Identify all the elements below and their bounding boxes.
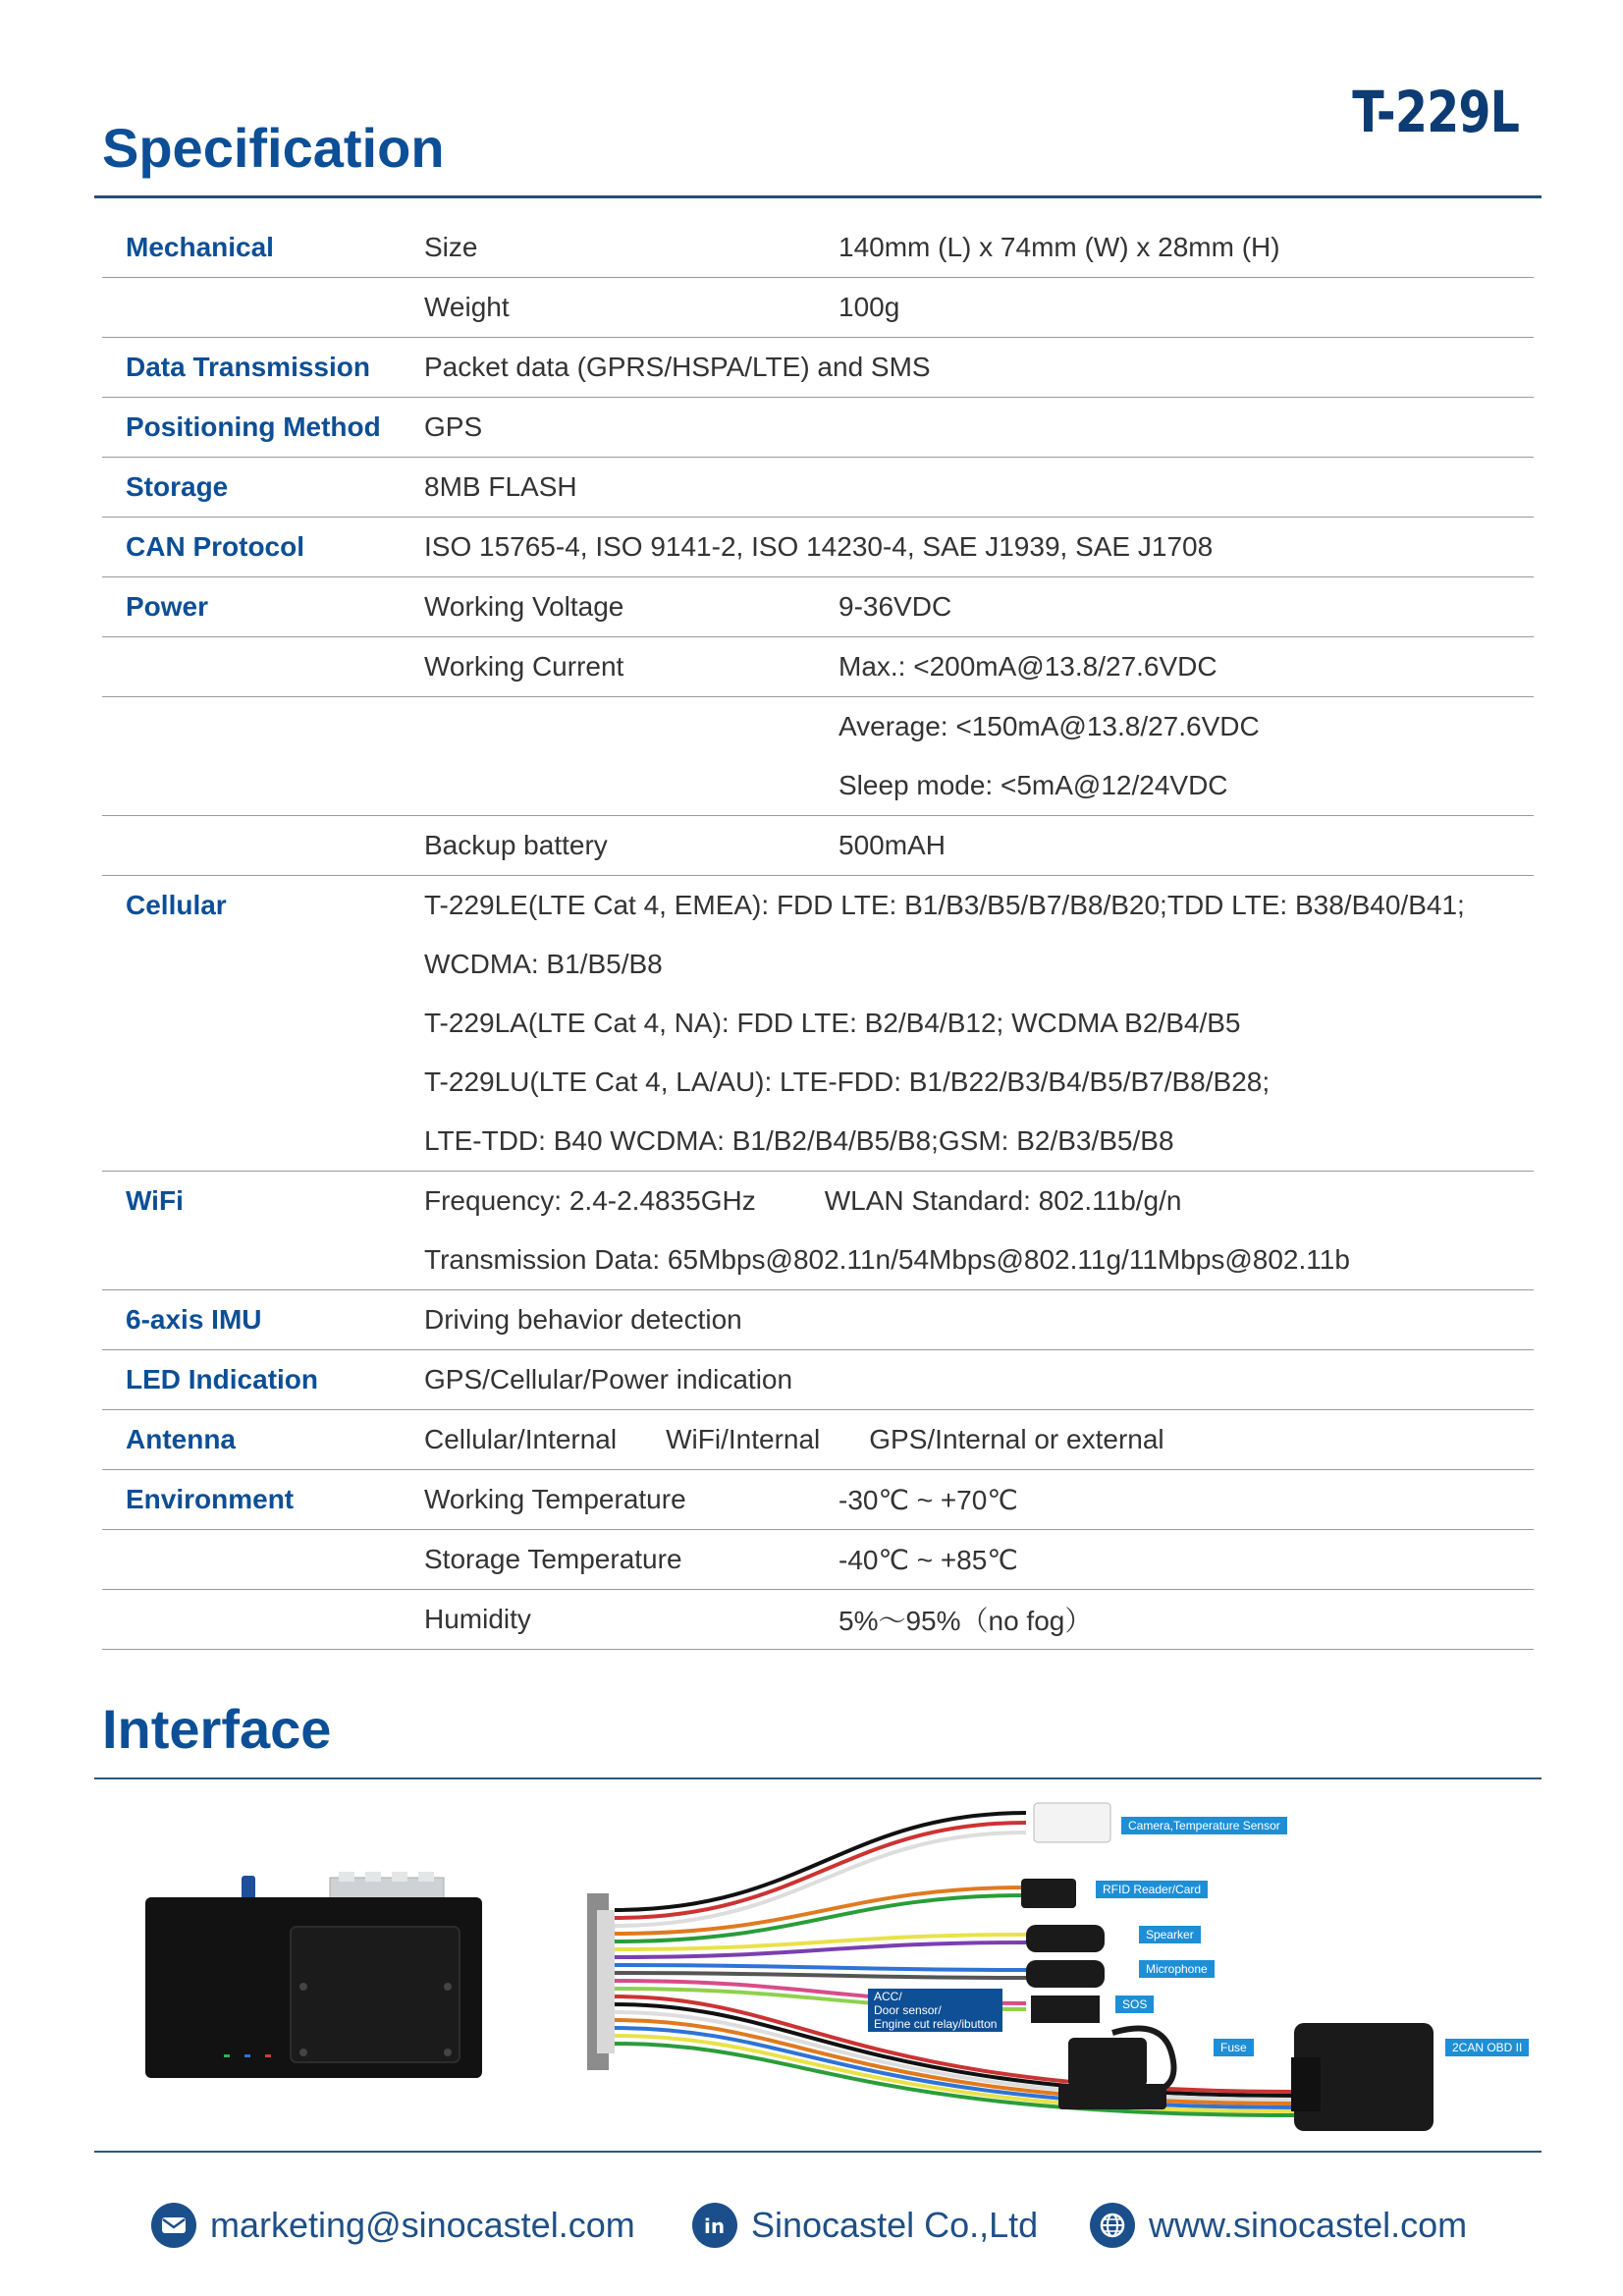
svg-text:in: in (704, 2214, 726, 2238)
spec-value: Sleep mode: <5mA@12/24VDC (839, 756, 1534, 816)
spec-value: T-229LU(LTE Cat 4, LA/AU): LTE-FDD: B1/B22/B3/B4/B5/B7/B8/B28; (424, 1066, 1271, 1097)
spec-row (102, 935, 1534, 994)
callout-obd: 2CAN OBD II (1445, 2039, 1529, 2056)
harness-wire (615, 1895, 1026, 1941)
spec-category: Environment (102, 1470, 424, 1530)
spec-value: Transmission Data: 65Mbps@802.11n/54Mbps@802.11g/11Mbps@802.11b (424, 1230, 1534, 1290)
spec-category: Positioning Method (102, 398, 424, 458)
spec-parameter (424, 756, 839, 816)
footer-email[interactable] (151, 2196, 635, 2255)
spec-value-part: Frequency: 2.4-2.4835GHz (424, 1185, 756, 1216)
spec-value: Average: <150mA@13.8/27.6VDC (839, 711, 1260, 741)
harness-wire (615, 2036, 1296, 2111)
spec-category: Power (102, 577, 424, 637)
spec-value: 140mm (L) x 74mm (W) x 28mm (H) (839, 218, 1534, 278)
spec-value: Driving behavior detection (424, 1290, 1534, 1350)
spec-category (102, 278, 424, 338)
spec-row (102, 1590, 1534, 1650)
spec-category (102, 1530, 424, 1590)
spec-row (102, 278, 1534, 338)
spec-value-part: WiFi/Internal (666, 1424, 821, 1454)
spec-row (102, 518, 1534, 577)
spec-value: -40℃ ~ +85℃ (839, 1530, 1534, 1590)
footer-website[interactable] (1090, 2196, 1467, 2255)
interface-title: Interface (102, 1698, 332, 1760)
spec-value: 100g (839, 278, 1534, 338)
spec-category: 6-axis IMU (102, 1290, 424, 1350)
callout-acc: ACC/ Door sensor/ Engine cut relay/ibutton (868, 1989, 1002, 2032)
spec-category (102, 816, 424, 876)
spec-row (102, 398, 1534, 458)
spec-parameter (424, 697, 839, 757)
harness-wire (615, 1935, 1026, 1949)
spec-row (102, 1410, 1534, 1470)
harness-wire (615, 1823, 1026, 1918)
harness-wire (615, 1887, 1026, 1934)
spec-row (102, 218, 1534, 278)
spec-value: T-229LA(LTE Cat 4, NA): FDD LTE: B2/B4/B12; WCDMA B2/B4/B5 (424, 1008, 1241, 1038)
spec-parameter: Backup battery (424, 816, 839, 876)
spec-value: T-229LE(LTE Cat 4, EMEA): FDD LTE: B1/B3/B5/B7/B8/B20;TDD LTE: B38/B40/B41; (424, 890, 1465, 920)
harness-wire (615, 1813, 1026, 1910)
spec-row (102, 1350, 1534, 1410)
spec-category (102, 1053, 424, 1112)
harness-wire (615, 1973, 1026, 1978)
harness-wire (615, 1965, 1026, 1970)
spec-category (102, 1230, 424, 1290)
spec-value-part: GPS/Internal or external (869, 1424, 1164, 1454)
spec-row (102, 458, 1534, 518)
spec-parameter: Working Voltage (424, 577, 839, 637)
callout-camera: Camera,Temperature Sensor (1121, 1817, 1287, 1834)
spec-value: ISO 15765-4, ISO 9141-2, ISO 14230-4, SAE J1939, SAE J1708 (424, 518, 1534, 577)
spec-category: CAN Protocol (102, 518, 424, 577)
spec-row (102, 1530, 1534, 1590)
spec-row (102, 697, 1534, 757)
interface-title-rule (94, 1777, 1542, 1779)
callout-rfid: RFID Reader/Card (1096, 1881, 1208, 1898)
spec-parameter: Storage Temperature (424, 1530, 839, 1590)
spec-category (102, 637, 424, 697)
website-link[interactable]: www.sinocastel.com (1149, 2205, 1468, 2245)
spec-row (102, 637, 1534, 697)
spec-value: GPS/Cellular/Power indication (424, 1350, 1534, 1410)
spec-value (424, 1172, 1534, 1231)
spec-row (102, 1470, 1534, 1530)
harness-wire (615, 1942, 1026, 1957)
spec-row (102, 756, 1534, 816)
spec-row (102, 994, 1534, 1053)
spec-row (102, 1053, 1534, 1112)
footer-company[interactable] (692, 2196, 1038, 2255)
spec-category (102, 697, 424, 757)
spec-value: GPS (424, 398, 1534, 458)
spec-value: 500mAH (839, 816, 1534, 876)
specification-table (102, 218, 1534, 1650)
spec-value: 9-36VDC (839, 577, 1534, 637)
spec-category: Storage (102, 458, 424, 518)
spec-category (102, 994, 424, 1053)
callout-fuse: Fuse (1214, 2039, 1254, 2056)
spec-parameter: Size (424, 218, 839, 278)
spec-value: 5%～95%（no fog） (839, 1590, 1534, 1650)
spec-row (102, 816, 1534, 876)
spec-value (424, 1410, 1534, 1470)
spec-category (102, 1590, 424, 1650)
spec-parameter: Weight (424, 278, 839, 338)
callout-microphone: Microphone (1139, 1960, 1215, 1978)
spec-row (102, 1172, 1534, 1231)
spec-category (102, 935, 424, 994)
spec-title-rule (94, 195, 1542, 198)
model-name: T-229L (1352, 79, 1519, 145)
spec-row (102, 1290, 1534, 1350)
mail-icon (151, 2203, 196, 2248)
spec-value: -30℃ ~ +70℃ (839, 1470, 1534, 1530)
harness-wire (615, 2020, 1296, 2104)
company-link[interactable]: Sinocastel Co.,Ltd (751, 2205, 1039, 2245)
spec-value: LTE-TDD: B40 WCDMA: B1/B2/B4/B5/B8;GSM: B2/B3/B5/B8 (424, 1112, 1534, 1172)
spec-row (102, 338, 1534, 398)
specification-title: Specification (102, 117, 445, 179)
harness-wire (615, 1832, 1026, 1926)
callout-speaker: Spearker (1139, 1926, 1201, 1943)
spec-parameter: Humidity (424, 1590, 839, 1650)
spec-category (102, 756, 424, 816)
globe-icon (1090, 2203, 1135, 2248)
harness-image (587, 1803, 1434, 2131)
spec-row (102, 1112, 1534, 1172)
spec-category: Cellular (126, 890, 227, 920)
harness-wire (615, 2028, 1296, 2107)
spec-value: Packet data (GPRS/HSPA/LTE) and SMS (424, 338, 1534, 398)
spec-value: WCDMA: B1/B5/B8 (424, 949, 663, 979)
spec-row (102, 577, 1534, 637)
device-image (145, 1872, 482, 2078)
spec-value: 8MB FLASH (424, 458, 1534, 518)
spec-parameter: Working Temperature (424, 1470, 839, 1530)
spec-value-part: Cellular/Internal (424, 1424, 618, 1454)
spec-parameter: Working Current (424, 637, 839, 697)
spec-category: LED Indication (102, 1350, 424, 1410)
footer-rule (94, 2151, 1542, 2153)
spec-category: Data Transmission (102, 338, 424, 398)
spec-category: WiFi (126, 1185, 184, 1216)
callout-sos: SOS (1115, 1995, 1154, 2013)
harness-wire (615, 2044, 1296, 2115)
spec-value: Max.: <200mA@13.8/27.6VDC (839, 637, 1534, 697)
spec-category: Antenna (102, 1410, 424, 1470)
email-link[interactable]: marketing@sinocastel.com (210, 2205, 635, 2245)
linkedin-icon (692, 2203, 737, 2248)
spec-row (102, 1230, 1534, 1290)
spec-value-part: WLAN Standard: 802.11b/g/n (824, 1185, 1182, 1216)
spec-category (102, 1112, 424, 1172)
spec-row (102, 876, 1534, 936)
spec-category: Mechanical (102, 218, 424, 278)
